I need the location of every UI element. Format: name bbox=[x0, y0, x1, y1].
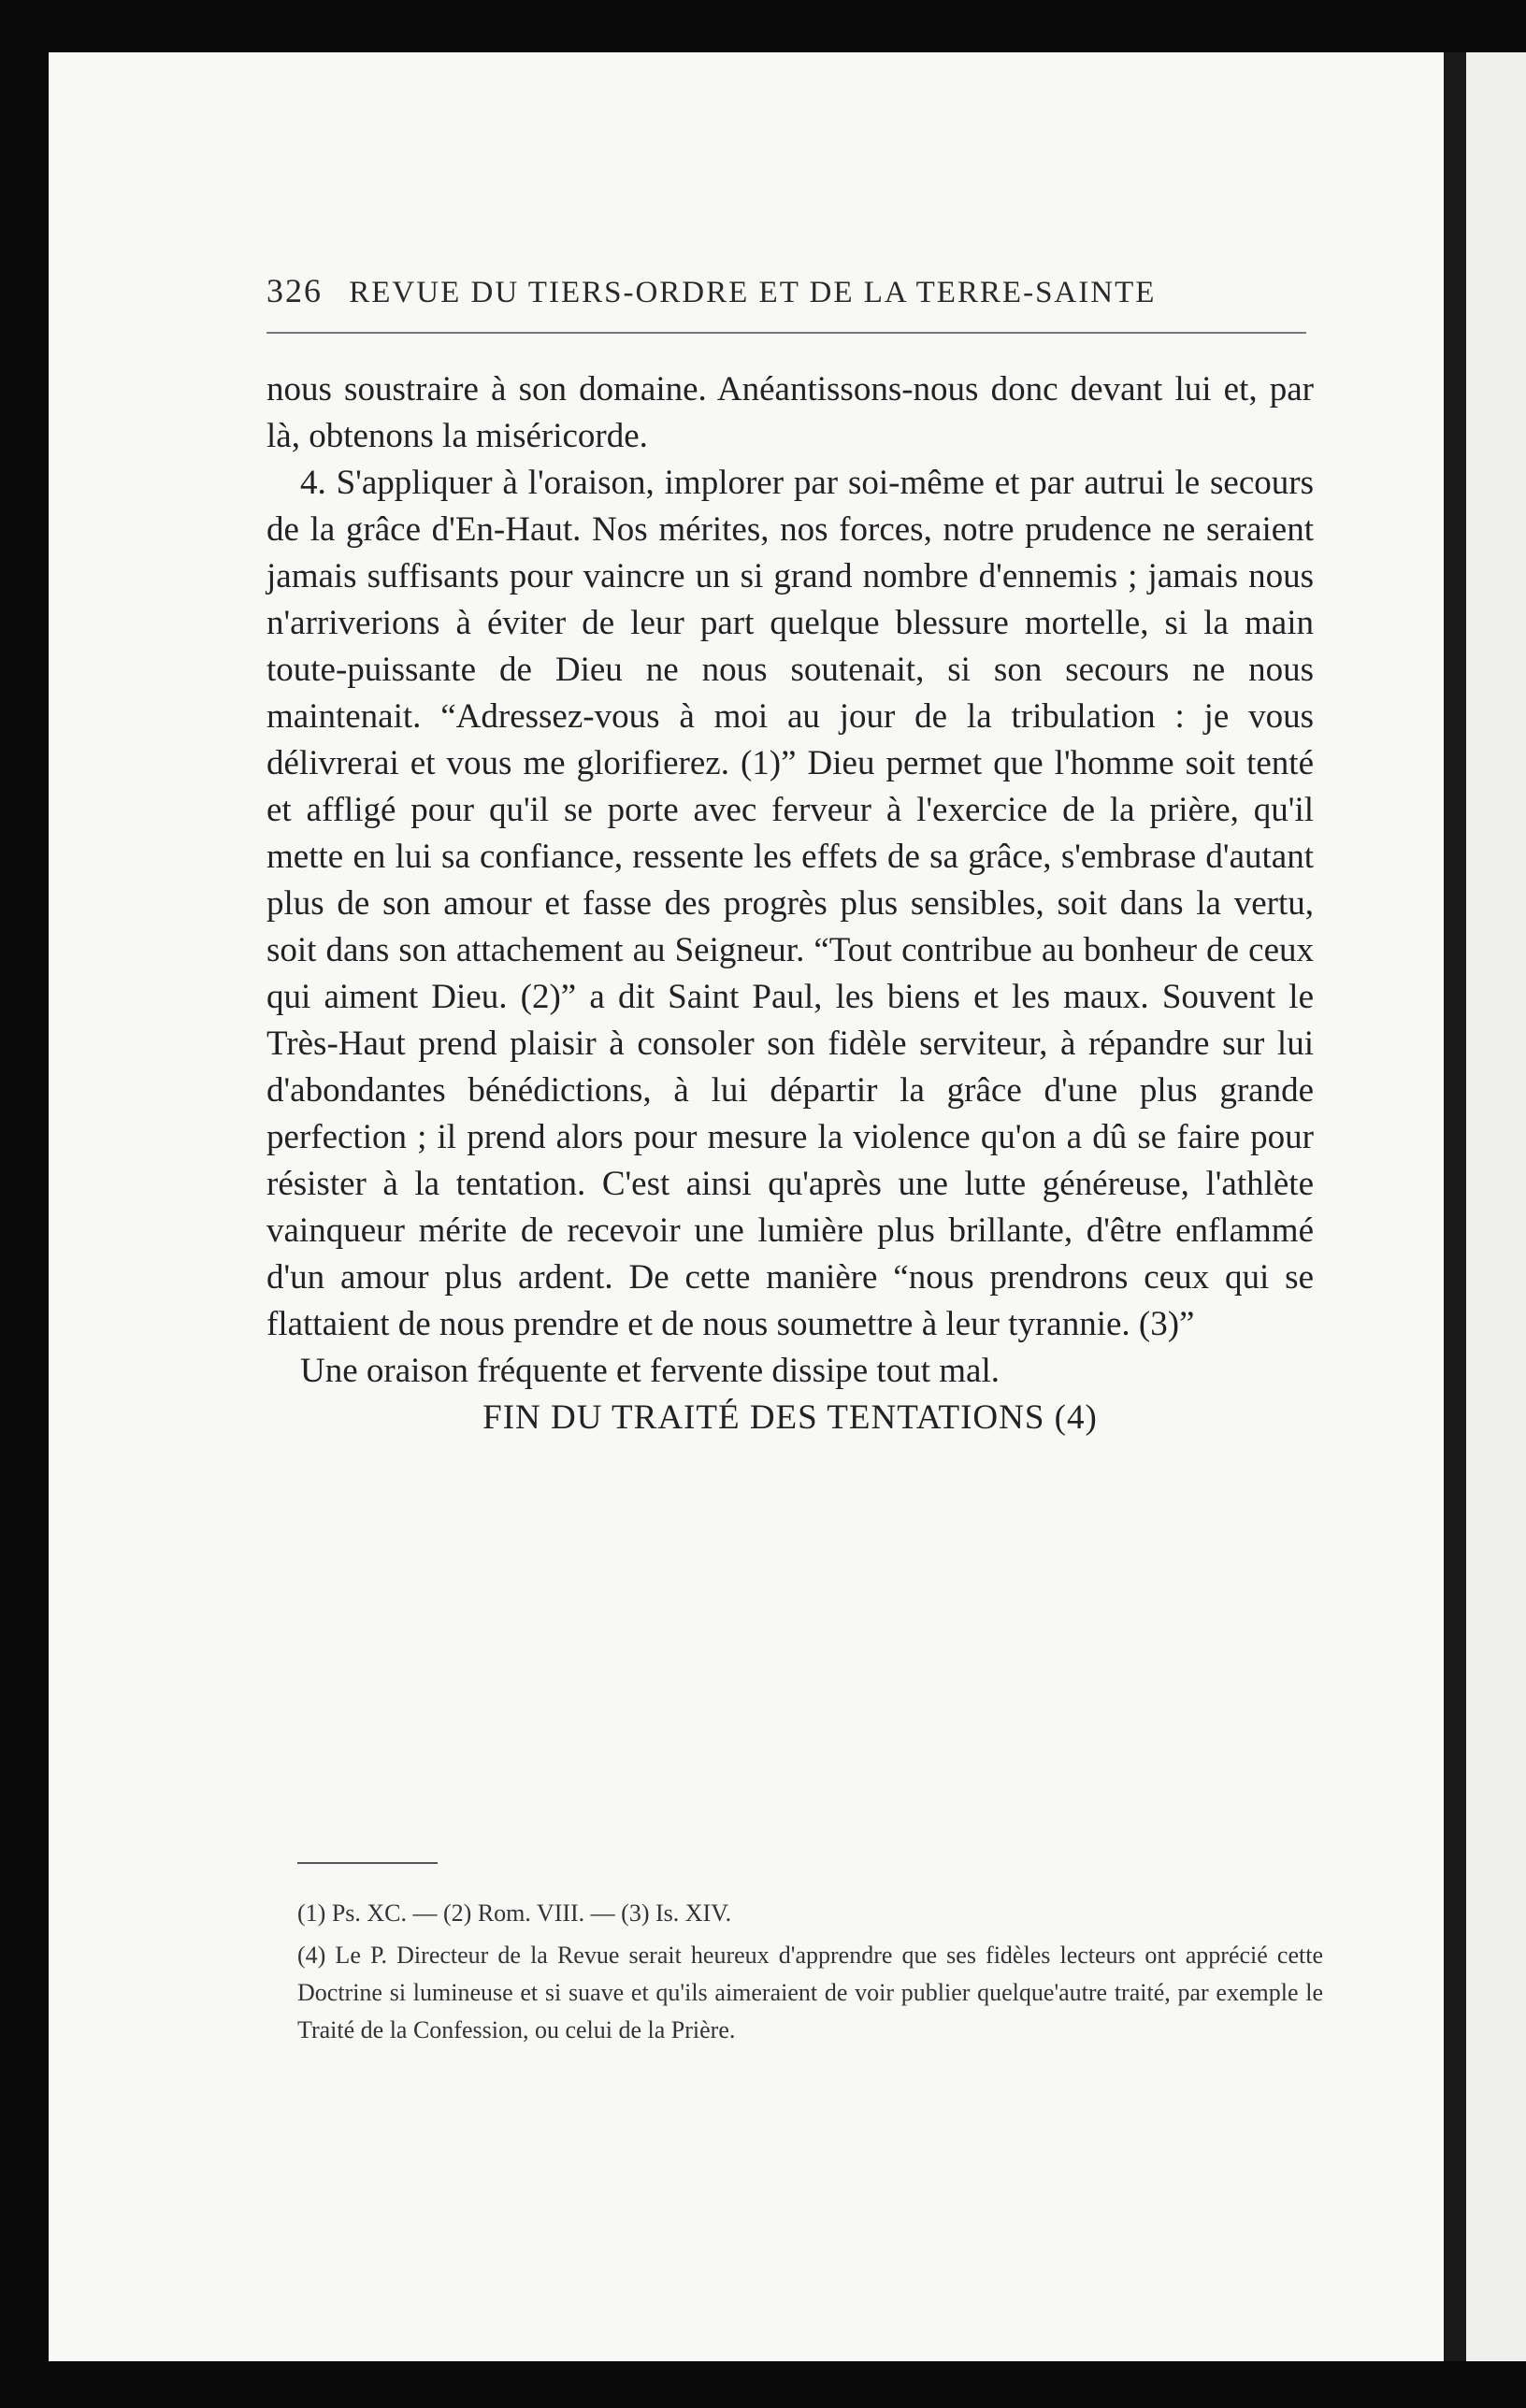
header-rule bbox=[266, 332, 1306, 334]
footnote-rule bbox=[297, 1862, 438, 1864]
paragraph: Une oraison fréquente et fervente dissipe tout mal. bbox=[300, 1352, 1000, 1390]
running-title: REVUE DU TIERS-ORDRE ET DE LA TERRE-SAINTE bbox=[349, 276, 1157, 309]
footnote-references: (1) Ps. XC. — (2) Rom. VIII. — (3) Is. XIV. bbox=[297, 1899, 732, 1927]
running-header bbox=[266, 271, 1314, 310]
page-number: 326 bbox=[266, 272, 323, 309]
paragraph: nous soustraire à son domaine. Anéantissons-nous donc devant lui et, par là, obtenons la miséricorde. bbox=[266, 370, 1314, 455]
footnote-4-text: (4) Le P. Directeur de la Revue serait heureux d'apprendre que ses fidèles lecteurs ont apprécié cette Doctrine si lumineuse et si suave et qu'ils aimeraient de voir publier quelque'autre traité, par exemple le Traité de la Confession, ou celui de la Prière. bbox=[297, 1942, 1323, 2043]
footnote-4 bbox=[266, 1937, 1323, 2049]
body-text bbox=[266, 366, 1314, 1441]
paragraph: 4. S'appliquer à l'oraison, implorer par soi-même et par autrui le secours de la grâce d'En-Haut. Nos mérites, nos forces, notre prudence ne seraient jamais suffisants pour vaincre un si grand nombre d'ennemis ; jamais nous n'arriverions à éviter de leur part quelque blessure mortelle, si la main toute-puissante de Dieu ne nous soutenait, si son secours ne nous maintenait. “Adressez-vous à moi au jour de la tribulation : je vous délivrerai et vous me glorifierez. (1)” Dieu permet que l'homme soit tenté et affligé pour qu'il se porte avec ferveur à l'exercice de la prière, qu'il mette en lui sa confiance, ressente les effets de sa grâce, s'embrase d'autant plus de son amour et fasse des progrès plus sensibles, soit dans la vertu, soit dans son attachement au Seigneur. “Tout contribue au bonheur de ceux qui aiment Dieu. (2)” a dit Saint Paul, les biens et les maux. Souvent le Très-Haut prend plaisir à consoler son fidèle serviteur, à répandre sur lui d'abondantes bénédictions, à lui départir la grâce d'une plus grande perfection ; il prend alors pour mesure la violence qu'on a dû se faire pour résister à la tentation. C'est ainsi qu'après une lutte généreuse, l'athlète vainqueur mérite de recevoir une lumière plus brillante, d'être enflammé d'un amour plus ardent. De cette manière “nous prendrons ceux qui se flattaient de nous prendre et de nous soumettre à leur tyrannie. (3)” bbox=[266, 464, 1314, 1343]
page-gutter-shadow bbox=[1444, 52, 1466, 2361]
facing-page-edge bbox=[1466, 52, 1526, 2361]
closing-title: FIN DU TRAITÉ DES TENTATIONS (4) bbox=[482, 1398, 1098, 1437]
